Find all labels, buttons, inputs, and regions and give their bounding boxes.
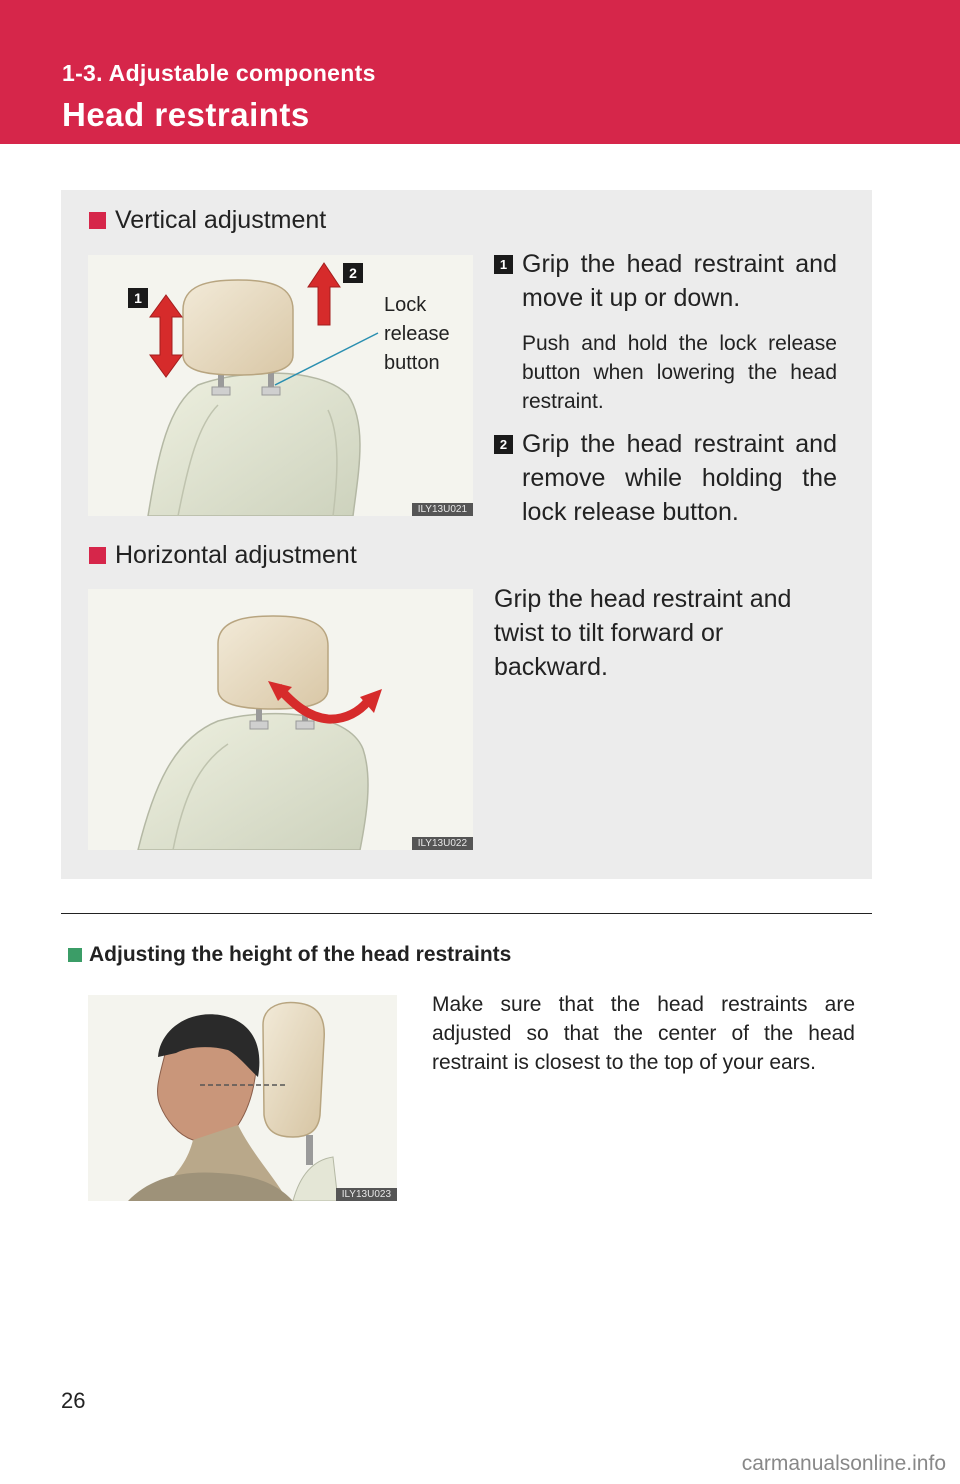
lock-label-line: button [384,352,440,374]
lock-release-button-label [384,291,450,378]
svg-text:1: 1 [134,290,142,306]
heading-square-icon [89,212,106,229]
vertical-adjustment-heading [89,206,326,235]
watermark-text: carmanualsonline.info [741,1452,946,1475]
step-2 [494,427,837,529]
height-adjustment-text: Make sure that the head restraints are adjusted so that the center of the head restraint is closest to the top of your ears. [432,993,855,1074]
person-headrest-illustration [88,995,397,1201]
page-number: 26 [61,1388,86,1413]
vertical-adjustment-figure [88,255,473,516]
step-1 [494,247,837,315]
step-badge-2: 2 [494,435,513,454]
step-badge-1: 1 [494,255,513,274]
heading-square-icon [68,948,82,962]
section-divider [61,913,872,914]
page-title: Head restraints [62,96,310,133]
horizontal-adjustment-heading [89,541,357,570]
figure-code: ILY13U021 [412,503,473,516]
seat-headrest-tilt-illustration [88,589,473,850]
lowering-note: Push and hold the lock release button when lowering the head restraint. [522,332,837,413]
horizontal-adjustment-figure [88,589,473,850]
instruction-panel [61,190,872,879]
svg-text:2: 2 [349,265,357,281]
height-adjustment-heading [68,943,511,967]
lock-label-line: Lock [384,294,427,316]
figure-code: ILY13U022 [412,837,473,850]
step-1-text: Grip the head restraint and move it up or down. [522,250,837,312]
horizontal-adjustment-text: Grip the head restraint and twist to tilt forward or backward. [494,585,792,681]
vertical-adjustment-heading-text: Vertical adjustment [115,206,327,234]
step-2-text: Grip the head restraint and remove while holding the lock release button. [522,430,837,526]
horizontal-adjustment-heading-text: Horizontal adjustment [115,541,357,569]
height-adjustment-heading-text: Adjusting the height of the head restraints [89,943,512,966]
height-adjustment-figure [88,995,397,1201]
section-title: 1-3. Adjustable components [62,60,376,86]
figure-code: ILY13U023 [336,1188,397,1201]
heading-square-icon [89,547,106,564]
lock-label-line: release [384,323,450,345]
page-header [0,0,960,144]
